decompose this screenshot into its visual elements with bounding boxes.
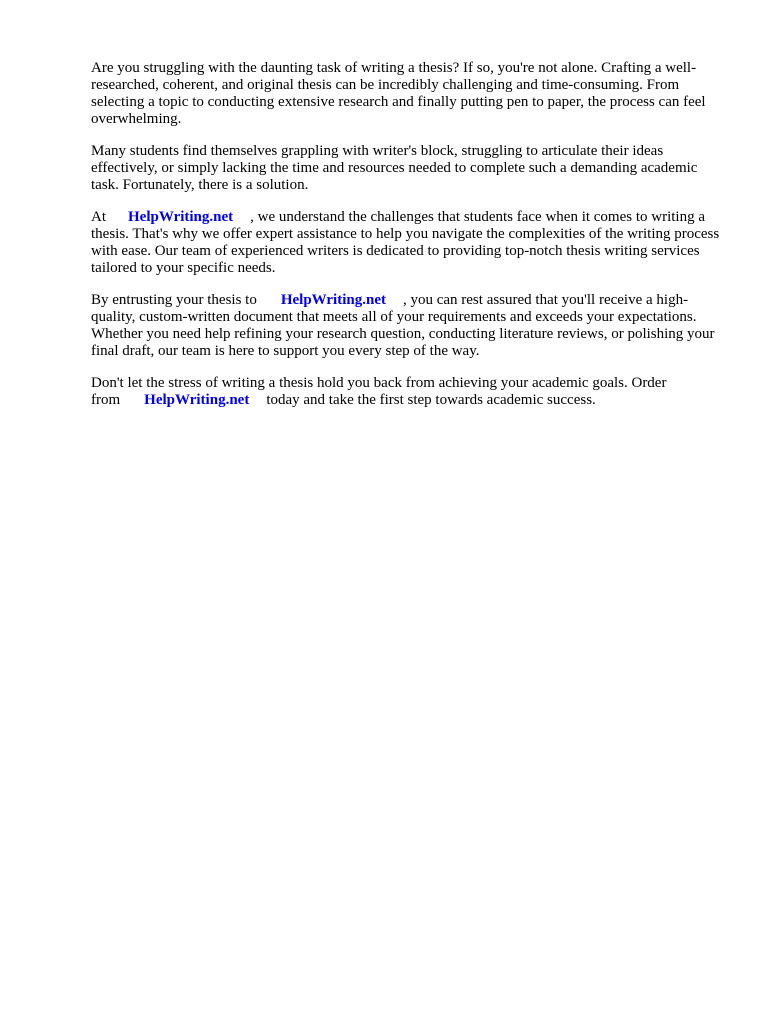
- paragraph-assurance-lead: By entrusting your thesis to: [91, 292, 257, 308]
- paragraph-call-to-action: [91, 375, 721, 409]
- paragraph-service-rest: , we understand the challenges that students face when it comes to writing a thesis. That's why we offer expert assistance to help you navigate the complexities of the writing process with ease. Our team of experienced writers is dedicated to providing top-notch thesis writing services tailored to your specific needs.: [91, 209, 720, 276]
- helpwriting-link-3[interactable]: HelpWriting.net: [144, 392, 250, 408]
- paragraph-service-lead: At: [91, 209, 106, 225]
- helpwriting-link-1[interactable]: HelpWriting.net: [128, 209, 234, 225]
- paragraph-struggles: [91, 143, 721, 194]
- paragraph-cta-lead: Don't let the stress of writing a thesis hold you back from achieving your academic goals. Order from: [91, 375, 667, 408]
- paragraph-cta-rest: today and take the first step towards academic success.: [266, 392, 596, 408]
- paragraph-intro-text: Are you struggling with the daunting task of writing a thesis? If so, you're not alone. Crafting a well-researched, coherent, and original thesis can be incredibly challenging and time-consuming. From selecting a topic to conducting extensive research and finally putting pen to paper, the process can feel overwhelming.: [91, 60, 706, 127]
- paragraph-service: [91, 209, 721, 277]
- paragraph-struggles-text: Many students find themselves grappling with writer's block, struggling to articulate their ideas effectively, or simply lacking the time and resources needed to complete such a demanding academic task. Fortunately, there is a solution.: [91, 143, 698, 193]
- paragraph-assurance-rest: , you can rest assured that you'll receive a high-quality, custom-written document that meets all of your requirements and exceeds your expectations. Whether you need help refining your research question, conducting literature reviews, or polishing your final draft, our team is here to support you every step of the way.: [91, 292, 715, 359]
- paragraph-intro: [91, 60, 721, 128]
- helpwriting-link-2[interactable]: HelpWriting.net: [280, 292, 386, 308]
- document-body: [91, 60, 721, 424]
- paragraph-assurance: [91, 292, 721, 360]
